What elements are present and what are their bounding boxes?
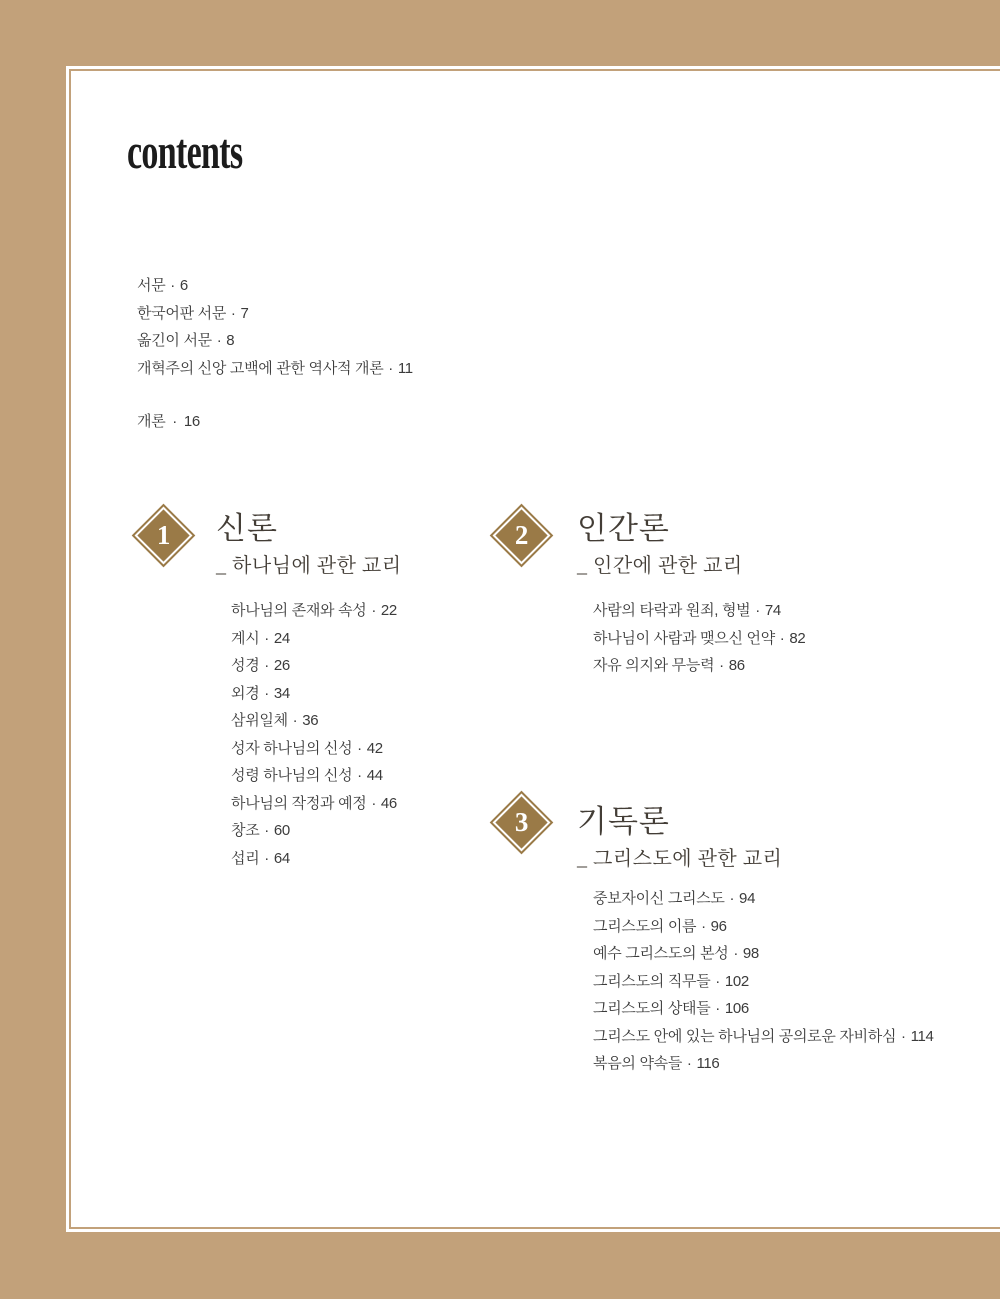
toc-separator-dot: · — [166, 277, 179, 294]
diamond-fill-icon — [495, 796, 547, 848]
toc-item — [231, 845, 397, 873]
toc-item-label: 하나님의 작정과 예정 — [231, 794, 367, 812]
toc-item-label: 삼위일체 — [231, 712, 288, 729]
toc-item-label: 그리스도의 직무들 — [593, 972, 711, 990]
toc-item-page: 11 — [397, 359, 413, 377]
toc-item — [231, 625, 397, 653]
toc-item-label: 자유 의지와 무능력 — [593, 657, 715, 674]
toc-separator-dot: · — [897, 1027, 910, 1045]
toc-item-page: 98 — [742, 945, 759, 962]
toc-separator-dot: · — [260, 684, 273, 702]
section-item-list — [593, 885, 934, 1078]
toc-item-label: 그리스도의 상태들 — [593, 1000, 711, 1017]
toc-separator-dot: · — [367, 602, 380, 619]
toc-separator-dot: · — [775, 629, 789, 647]
toc-item — [593, 885, 934, 913]
toc-item-label: 성경 — [231, 657, 260, 674]
diamond-outline-icon — [490, 504, 554, 568]
toc-item-page: 60 — [273, 822, 290, 839]
toc-item-label: 사람의 타락과 원죄, 형벌 — [593, 602, 751, 619]
toc-item-page: 74 — [764, 602, 781, 619]
section-2-header — [577, 512, 743, 578]
toc-item — [231, 790, 397, 818]
toc-separator-dot: · — [697, 917, 710, 935]
toc-item-page: 102 — [724, 972, 749, 990]
toc-item-page: 7 — [240, 304, 249, 322]
toc-item-label: 서문 — [137, 277, 166, 294]
toc-item-label: 복음의 약속들 — [593, 1055, 683, 1072]
diamond-outline-icon — [490, 791, 554, 855]
toc-item-page: 6 — [179, 277, 188, 294]
toc-item — [593, 1023, 934, 1051]
toc-separator-dot: · — [751, 602, 764, 619]
toc-item — [231, 817, 397, 845]
toc-item-page: 116 — [696, 1055, 720, 1072]
toc-item-page: 106 — [724, 1000, 749, 1017]
toc-separator-dot: · — [683, 1055, 696, 1072]
section-2-items — [593, 597, 805, 680]
toc-item — [593, 625, 805, 653]
section-item-list — [593, 597, 805, 680]
diamond-fill-icon — [137, 509, 189, 561]
section-3-items — [593, 885, 934, 1078]
toc-item — [137, 272, 413, 300]
toc-item-label: 계시 — [231, 629, 260, 647]
toc-item — [593, 597, 805, 625]
section-number: 2 — [514, 520, 529, 550]
section-1-header — [216, 512, 402, 578]
toc-item-page: 16 — [183, 413, 200, 430]
toc-separator-dot: · — [288, 712, 302, 729]
section-number: 1 — [156, 520, 171, 550]
section-title: 신론 — [216, 511, 278, 546]
section-3-badge — [499, 800, 544, 845]
toc-separator-dot: · — [260, 657, 273, 674]
front-matter-list — [137, 272, 413, 436]
toc-item-label: 그리스도의 이름 — [593, 917, 697, 935]
toc-item-label: 하나님이 사람과 맺으신 언약 — [593, 629, 775, 647]
toc-item-page: 44 — [366, 767, 383, 784]
toc-item — [137, 327, 413, 355]
toc-item-label: 성령 하나님의 신성 — [231, 767, 353, 784]
diamond-outline-icon — [132, 504, 196, 568]
toc-separator-dot: · — [212, 332, 226, 349]
section-1-items — [231, 597, 397, 872]
toc-item — [593, 968, 934, 996]
toc-separator-dot: · — [725, 890, 739, 907]
toc-item-label: 하나님의 존재와 속성 — [231, 602, 367, 619]
section-item-list — [231, 597, 397, 872]
toc-item-page: 34 — [273, 684, 290, 702]
toc-item — [593, 1050, 934, 1078]
toc-separator-dot: · — [260, 629, 273, 647]
toc-separator-dot: · — [353, 739, 366, 757]
section-2-badge — [499, 513, 544, 558]
toc-item-page: 64 — [273, 849, 290, 867]
toc-item-label: 창조 — [231, 822, 260, 839]
toc-item-page: 114 — [910, 1027, 934, 1045]
toc-item-label: 그리스도 안에 있는 하나님의 공의로운 자비하심 — [593, 1027, 897, 1045]
toc-item-page: 24 — [273, 629, 290, 647]
section-title: 기독론 — [577, 804, 670, 839]
toc-separator-dot: · — [729, 945, 742, 962]
frame-bottom-band — [0, 1232, 1000, 1299]
front-matter-items — [137, 272, 413, 382]
toc-separator-dot: · — [384, 359, 397, 377]
toc-item-page: 22 — [380, 602, 397, 619]
toc-item-label: 한국어판 서문 — [137, 304, 227, 322]
toc-separator-dot: · — [711, 972, 724, 990]
toc-item — [231, 735, 397, 763]
section-3-header — [577, 805, 782, 871]
toc-item — [231, 597, 397, 625]
toc-item-page: 86 — [728, 657, 745, 674]
toc-item — [231, 652, 397, 680]
toc-separator-dot: · — [227, 304, 240, 322]
toc-item-page: 96 — [710, 917, 727, 935]
toc-item — [593, 995, 934, 1023]
toc-item — [231, 680, 397, 708]
section-subtitle: _ 그리스도에 관한 교리 — [577, 848, 783, 870]
section-subtitle: _ 하나님에 관한 교리 — [216, 555, 402, 577]
toc-item-label: 개론 — [137, 413, 166, 430]
frame-top-band — [0, 0, 1000, 66]
toc-item-page: 26 — [273, 657, 290, 674]
toc-item-label: 섭리 — [231, 849, 260, 867]
section-1-badge — [141, 513, 186, 558]
toc-item — [231, 762, 397, 790]
toc-item-page: 36 — [302, 712, 319, 729]
toc-item — [137, 300, 413, 328]
section-subtitle: _ 인간에 관한 교리 — [577, 555, 743, 577]
toc-separator-dot: · — [353, 767, 366, 784]
toc-item-label: 옮긴이 서문 — [137, 332, 212, 349]
toc-item-label: 외경 — [231, 684, 260, 702]
toc-item-page: 46 — [380, 794, 397, 812]
toc-item-label: 성자 하나님의 신성 — [231, 739, 353, 757]
toc-item-page: 8 — [226, 332, 235, 349]
toc-item — [593, 913, 934, 941]
diamond-fill-icon — [495, 509, 547, 561]
toc-item-page: 42 — [366, 739, 383, 757]
toc-item — [137, 408, 413, 436]
toc-item — [593, 940, 934, 968]
toc-item-label: 개혁주의 신앙 고백에 관한 역사적 개론 — [137, 359, 384, 377]
toc-item-page: 94 — [739, 890, 756, 907]
toc-separator-dot: · — [715, 657, 728, 674]
section-number: 3 — [514, 807, 529, 837]
toc-item-label: 예수 그리스도의 본성 — [593, 945, 729, 962]
toc-separator-dot: · — [367, 794, 380, 812]
toc-item — [231, 707, 397, 735]
toc-separator-dot: · — [711, 1000, 724, 1017]
toc-item — [593, 652, 805, 680]
toc-item-label: 중보자이신 그리스도 — [593, 890, 725, 907]
toc-item-page: 82 — [789, 629, 806, 647]
toc-separator-dot: · — [172, 413, 177, 430]
toc-item — [137, 355, 413, 383]
page-title: contents — [127, 123, 243, 179]
frame-left-band — [0, 0, 66, 1299]
toc-separator-dot: · — [260, 849, 273, 867]
section-title: 인간론 — [577, 511, 670, 546]
toc-separator-dot: · — [260, 822, 273, 839]
